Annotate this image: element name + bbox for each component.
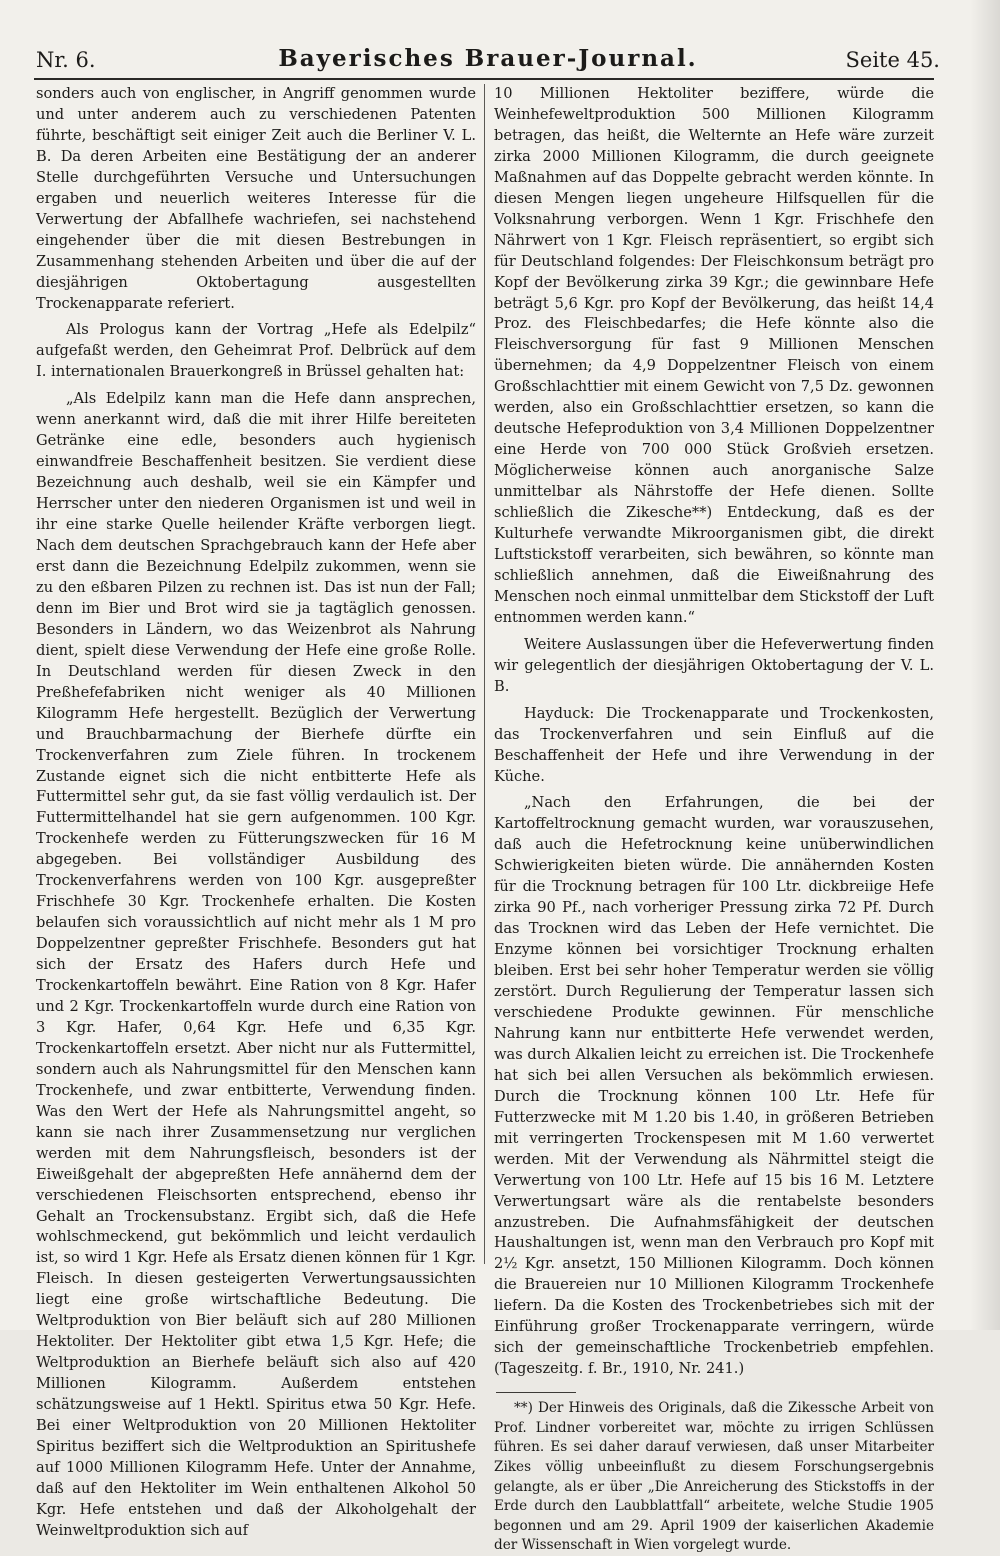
paragraph: Weitere Auslassungen über die Hefeverwertung finden wir gelegentlich der diesjährigen Oktobertagung der V. L. B. xyxy=(494,635,934,695)
paragraph: sonders auch von englischer, in Angriff genommen wurde und unter anderem auch zu verschiedenen Patenten führte, beschäftigt seit einiger Zeit auch die Berliner V. L. B. Da deren Arbeiten eine Bestätigung der an anderer Stelle durchgeführten Versuche und Untersuchungen ergaben und neuerlich weiteres Interesse für die Verwertung der Abfallhefe wachriefen, sei nachstehend eingehender über die mit diesen Bestrebungen in Zusammenhang stehenden Arbeiten und über die auf der diesjährigen Oktobertagung ausgestellten Trockenapparate referiert. xyxy=(36,85,476,312)
page-edge-shadow xyxy=(970,0,1000,1330)
issue-number: Nr. 6. xyxy=(36,48,96,72)
right-column xyxy=(494,84,934,1556)
journal-title: Bayerisches Brauer-Journal. xyxy=(278,45,698,72)
page-header xyxy=(36,44,940,76)
paragraph: Hayduck: Die Trockenapparate und Trockenkosten, das Trockenverfahren und sein Einfluß auf die Beschaffenheit der Hefe und ihre Verwendung in der Küche. xyxy=(494,704,934,785)
header-rule xyxy=(34,78,934,80)
column-divider xyxy=(484,84,485,1264)
page-number: Seite 45. xyxy=(845,48,940,72)
left-column xyxy=(36,84,476,1542)
paragraph: „Nach den Erfahrungen, die bei der Kartoffeltrocknung gemacht wurden, war vorauszusehen, daß auch die Hefetrocknung keine unüberwindlichen Schwierigkeiten bieten würde. Die annähernden Kosten für die Trocknung betragen für 100 Ltr. dickbreiige Hefe zirka 90 Pf., nach vorheriger Pressung zirka 72 Pf. Durch das Trocknen wird das Leben der Hefe vernichtet. Die Enzyme können bei vorsichtiger Trocknung erhalten bleiben. Erst bei sehr hoher Temperatur werden sie völlig zerstört. Durch Regulierung der Temperatur lassen sich verschiedene Produkte gewinnen. Für menschliche Nahrung kann nur entbitterte Hefe verwendet werden, was durch Alkalien leicht zu erreichen ist. Die Trockenhefe hat sich bei allen Versuchen als bekömmlich erwiesen. Durch die Trocknung können 100 Ltr. Hefe für Futterzwecke mit M 1.20 bis 1.40, in größeren Betrieben mit verringerten Trockenspesen mit M 1.60 verwertet werden. Mit der Verwendung als Nährmittel steigt die Verwertung von 100 Ltr. Hefe auf 15 bis 16 M. Letztere Verwertungsart wäre als die rentabelste besonders anzustreben. Die Aufnahmsfähigkeit der deutschen Haushaltungen ist, wenn man den Verbrauch pro Kopf mit 2½ Kgr. ansetzt, 150 Millionen Kilogramm. Doch können die Brauereien nur 10 Millionen Kilogramm Trockenhefe liefern. Da die Kosten des Trockenbetriebes sich mit der Einführung großer Trockenapparate verringern, würde sich der gemeinschaftliche Trockenbetrieb empfehlen. (Tageszeitg. f. Br., 1910, Nr. 241.) xyxy=(494,794,934,1378)
paragraph: Als Prologus kann der Vortrag „Hefe als Edelpilz“ aufgefaßt werden, den Geheimrat Prof. Delbrück auf dem I. internationalen Brauerkongreß in Brüssel gehalten hat: xyxy=(36,321,476,381)
paragraph: 10 Millionen Hektoliter beziffere, würde die Weinhefeweltproduktion 500 Millionen Kilogramm betragen, das heißt, die Welternte an Hefe wäre zurzeit zirka 2000 Millionen Kilogramm, die durch geeignete Maßnahmen auf das Doppelte gebracht werden könnte. In diesen Mengen liegen ungeheure Hilfsquellen für die Volksnahrung verborgen. Wenn 1 Kgr. Frischhefe den Nährwert von 1 Kgr. Fleisch repräsentiert, so ergibt sich für Deutschland folgendes: Der Fleischkonsum beträgt pro Kopf der Bevölkerung zirka 39 Kgr.; die gewinnbare Hefe beträgt 5,6 Kgr. pro Kopf der Bevölkerung, das heißt 14,4 Proz. des Fleischbedarfes; die Hefe könnte also die Fleischversorgung für fast 9 Millionen Menschen übernehmen; da 4,9 Doppelzentner Fleisch von einem Großschlachttier mit einem Gewicht von 7,5 Dz. gewonnen werden, also ein Großschlachttier ersetzen, so kann die deutsche Hefeproduktion von 3,4 Millionen Doppelzentner eine Herde von 700 000 Stück Großvieh ersetzen. Möglicherweise können auch anorganische Salze unmittelbar als Nährstoffe der Hefe dienen. Sollte schließlich die Zikesche**) Entdeckung, daß es der Kulturhefe verwandte Mikroorganismen gibt, die direkt Luftstickstoff verarbeiten, sich bewähren, so könnte man schließlich annehmen, daß die Eiweißnahrung des Menschen noch einmal unmittelbar dem Stickstoff der Luft entnommen werden kann.“ xyxy=(494,85,934,626)
footnote-rule xyxy=(496,1392,576,1393)
footnote-text: **) Der Hinweis des Originals, daß die Zikessche Arbeit von Prof. Lindner vorbereitet war, möchte zu irrigen Schlüssen führen. Es sei daher darauf verwiesen, daß unser Mitarbeiter Zikes völlig unbeeinflußt zu diesem Forschungsergebnis gelangte, als er über „Die Anreicherung des Stickstoffs in der Erde durch den Laubblattfall“ arbeitete, welche Studie 1905 begonnen und am 29. April 1909 der kaiserlichen Akademie der Wissenschaft in Wien vorgelegt wurde. xyxy=(494,1400,934,1554)
footnote xyxy=(494,1399,934,1556)
paragraph: „Als Edelpilz kann man die Hefe dann ansprechen, wenn anerkannt wird, daß die mit ihrer Hilfe bereiteten Getränke eine edle, besonders auch hygienisch einwandfreie Beschaffenheit besitzen. Sie verdient diese Bezeichnung auch deshalb, weil sie ein Kämpfer und Herrscher unter den niederen Organismen ist und weil in ihr eine starke Quelle heilender Kräfte verborgen liegt. Nach dem deutschen Sprachgebrauch kann der Hefe aber erst dann die Bezeichnung Edelpilz zukommen, wenn sie zu den eßbaren Pilzen zu rechnen ist. Das ist nun der Fall; denn im Bier und Brot wird sie ja tagtäglich genossen. Besonders in Ländern, wo das Weizenbrot als Nahrung dient, spielt diese Verwendung der Hefe eine große Rolle. In Deutschland werden für diesen Zweck in den Preßhefefabriken nicht weniger als 40 Millionen Kilogramm Hefe hergestellt. Bezüglich der Verwertung und Brauchbarmachung der Bierhefe dürfte ein Trockenverfahren zum Ziele führen. In trockenem Zustande eignet sich die nicht entbitterte Hefe als Futtermittel sehr gut, da sie fast völlig verdaulich ist. Der Futtermittelhandel hat sie gern aufgenommen. 100 Kgr. Trockenhefe werden zu Fütterungszwecken für 16 M abgegeben. Bei vollständiger Ausbildung des Trockenverfahrens werden von 100 Kgr. ausgepreßter Frischhefe 30 Kgr. Trockenhefe erhalten. Die Kosten belaufen sich voraussichtlich auf nicht mehr als 1 M pro Doppelzentner gepreßter Frischhefe. Besonders gut hat sich der Ersatz des Hafers durch Hefe und Trockenkartoffeln bewährt. Eine Ration von 8 Kgr. Hafer und 2 Kgr. Trockenkartoffeln wurde durch eine Ration von 3 Kgr. Hafer, 0,64 Kgr. Hefe und 6,35 Kgr. Trockenkartoffeln ersetzt. Aber nicht nur als Futtermittel, sondern auch als Nahrungsmittel für den Menschen kann Trockenhefe, und zwar entbitterte, Verwendung finden. Was den Wert der Hefe als Nahrungsmittel angeht, so kann sie nach ihrer Zusammensetzung nur verglichen werden mit dem Nahrungsfleisch, besonders ist der Eiweißgehalt der abgepreßten Hefe annähernd dem der verschiedenen Fleischsorten entsprechend, ebenso ihr Gehalt an Trockensubstanz. Ergibt sich, daß die Hefe wohlschmeckend, gut bekömmlich und leicht verdaulich ist, so wird 1 Kgr. Hefe als Ersatz dienen können für 1 Kgr. Fleisch. In diesen gesteigerten Verwertungsaussichten liegt eine große wirtschaftliche Bedeutung. Die Weltproduktion von Bier beläuft sich auf 280 Millionen Hektoliter. Der Hektoliter gibt etwa 1,5 Kgr. Hefe; die Weltproduktion an Bierhefe beläuft sich also auf 420 Millionen Kilogramm. Außerdem entstehen schätzungsweise auf 1 Hektl. Spiritus etwa 50 Kgr. Hefe. Bei einer Weltproduktion von 20 Millionen Hektoliter Spiritus beziffert sich die Weltproduktion an Spiritushefe auf 1000 Millionen Kilogramm Hefe. Unter der Annahme, daß auf den Hektoliter im Wein enthaltenen Alkohol 50 Kgr. Hefe entstehen und daß der Alkoholgehalt der Weinweltproduktion sich auf xyxy=(36,390,476,1539)
